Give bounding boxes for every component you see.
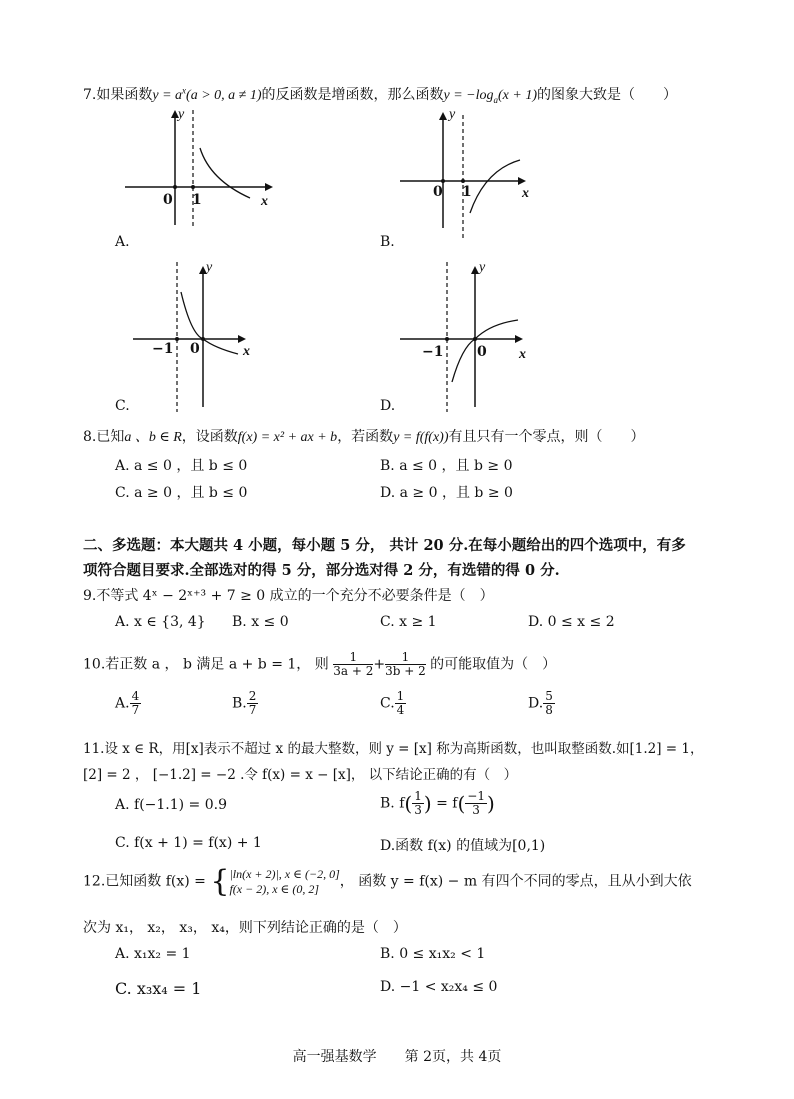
graph-d-yaxis: y: [479, 260, 486, 275]
section2-line1: 二、多选题：本大题共 4 小题，每小题 5 分， 共计 20 分.在每小题给出的四个选项中，有多: [83, 537, 686, 554]
q12-piecewise: |ln(x + 2)|, x ∈ (−2, 0] f(x − 2), x ∈ (0, 2]: [229, 866, 340, 896]
graph-d-origin: 0: [477, 344, 487, 360]
q8-stem: 8.已知a 、b ∈ R，设函数f(x) = x² + ax + b，若函数y = f(f(x))有且只有一个零点，则（ ）: [83, 429, 645, 445]
q12-stem: 12.已知函数 f(x) = { |ln(x + 2)|, x ∈ (−2, 0] f(x − 2), x ∈ (0, 2] ， 函数 y = f(x) − m 有四个不同的零点，且从小到大依: [83, 864, 692, 899]
graph-b-mark: 1: [462, 184, 472, 200]
graph-a-xaxis: x: [261, 194, 268, 209]
graph-b-label: B.: [380, 234, 395, 250]
graph-a-yaxis: y: [178, 107, 185, 122]
graph-b-xaxis: x: [522, 186, 529, 201]
graph-a-label: A.: [115, 234, 130, 250]
q10-option-c: C. $\frac{1}{4}$: [380, 689, 405, 717]
q9-option-a: A. x ∈ {3, 4}: [115, 614, 206, 630]
section2-line2: 项符合题目要求.全部选对的得 5 分，部分选对得 2 分，有选错的得 0 分.: [83, 562, 560, 579]
q10-stem: 10.若正数 a ， b 满足 a + b = 1， 则 $\frac{1}{3a + 2}$ + $\frac{1}{3b + 2}$ 的可能取值为（ ）: [83, 650, 557, 678]
q11-option-c: C. f(x + 1) = f(x) + 1: [115, 835, 262, 851]
graph-b-origin: 0: [433, 184, 443, 200]
q9-stem: 9.不等式 4ˣ − 2ˣ⁺³ + 7 ≥ 0 成立的一个充分不必要条件是（ ）: [83, 588, 494, 604]
graph-c-mark: −1: [152, 341, 174, 357]
graph-d: [400, 262, 540, 412]
q12-option-b: B. 0 ≤ x₁x₂ < 1: [380, 946, 486, 962]
graph-c-xaxis: x: [243, 344, 250, 359]
graph-a: [125, 110, 275, 230]
q8-option-a: A. a ≤ 0 ，且 b ≤ 0: [115, 458, 248, 474]
graph-c-origin: 0: [190, 341, 200, 357]
graph-c-label: C.: [115, 398, 130, 414]
q10-option-a: A. $\frac{4}{7}$: [115, 689, 140, 717]
graph-c: [133, 262, 263, 412]
q12-option-a: A. x₁x₂ = 1: [115, 946, 191, 962]
q10-option-b: B. $\frac{2}{7}$: [232, 689, 257, 717]
graph-a-mark: 1: [192, 192, 202, 208]
q9-option-b: B. x ≤ 0: [232, 614, 289, 630]
q8-option-d: D. a ≥ 0 ，且 b ≥ 0: [380, 485, 513, 501]
page-footer: 高一强基数学 第 2页，共 4页: [292, 1049, 502, 1065]
q9-option-d: D. 0 ≤ x ≤ 2: [528, 614, 615, 630]
q9-option-c: C. x ≥ 1: [380, 614, 437, 630]
q12-option-c: C. x₃x₄ = 1: [115, 979, 202, 998]
graph-a-origin: 0: [163, 192, 173, 208]
q11-line2: [2] = 2 ， [−1.2] = −2 .令 f(x) = x − [x]， 以下结论正确的有（ ）: [83, 767, 518, 783]
q8-option-c: C. a ≥ 0 ，且 b ≤ 0: [115, 485, 248, 501]
graph-d-xaxis: x: [519, 347, 526, 362]
q10-fraction-2: $\frac{1}{3b + 2}$: [385, 650, 426, 678]
q8-option-b: B. a ≤ 0 ，且 b ≥ 0: [380, 458, 513, 474]
q11-line1: 11.设 x ∈ R，用[x]表示不超过 x 的最大整数，则 y = [x] 称为高斯函数，也叫取整函数.如[1.2] = 1，: [83, 741, 704, 757]
q12-option-d: D. −1 < x₂x₄ ≤ 0: [380, 979, 498, 995]
graph-d-label: D.: [380, 398, 396, 414]
q12-line2: 次为 x₁， x₂， x₃， x₄，则下列结论正确的是（ ）: [83, 920, 407, 936]
graph-b-yaxis: y: [449, 107, 456, 122]
q11-option-b: B. f( $\frac{1}{3}$ ) = f( $\frac{-1}{3}$ ): [380, 789, 495, 817]
q10-option-d: D. $\frac{5}{8}$: [528, 689, 553, 717]
q10-fraction-1: $\frac{1}{3a + 2}$: [333, 650, 374, 678]
q7-stem: 7.如果函数$y = a^x(a > 0$, a ≠ 1)的反函数是增函数，那么函数$y = -\log_a(x + 1)$的图象大致是（ ）: [83, 85, 677, 105]
graph-b: [400, 110, 550, 240]
q11-option-a: A. f(−1.1) = 0.9: [115, 797, 228, 813]
graph-c-yaxis: y: [206, 260, 213, 275]
q11-option-d: D.函数 f(x) 的值域为[0,1): [380, 838, 546, 854]
graph-d-mark: −1: [422, 344, 444, 360]
